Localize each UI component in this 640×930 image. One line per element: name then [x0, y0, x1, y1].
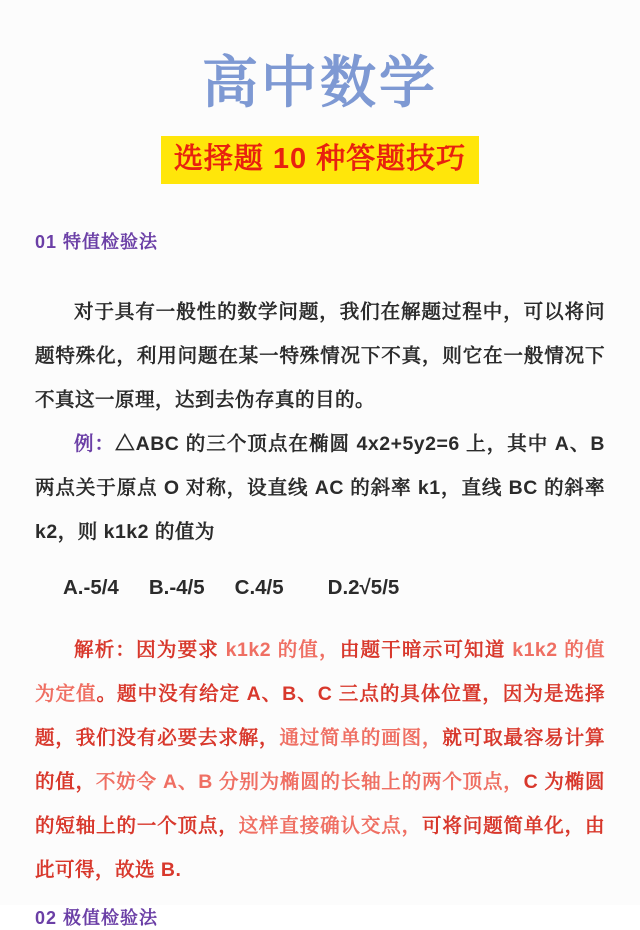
analysis-segment: 就可取最容易计算的值， [35, 726, 605, 793]
subtitle-row [35, 136, 605, 184]
analysis-segment: k1k2 的值为定值 [35, 638, 605, 705]
analysis-segment: 解析： [74, 638, 137, 661]
options-row [35, 576, 605, 600]
analysis-segment: 通过简单的画图， [279, 726, 443, 749]
analysis-segment: 。题中没有给定 A、B、C 三点的具体位置，因为是选择题，我们没有必要去求解， [35, 682, 605, 749]
analysis-segment: 可将问题简单化，由此可得，故选 B. [35, 814, 605, 881]
subtitle-text: 选择题 10 种答题技巧 [173, 142, 467, 175]
section-02-heading: 02 极值检验法 [35, 907, 159, 928]
analysis-segment: 不妨令 A、B 分别为椭圆的长轴上的两个顶点， [95, 770, 524, 793]
analysis-segment: 由题干暗示可知道 [339, 638, 513, 661]
analysis-segment: 这样直接确认交点， [238, 814, 423, 837]
option-c: C.4/5 [234, 575, 284, 599]
example-label: 例： [74, 432, 116, 455]
analysis-segment: C 为椭圆的短轴上的一个顶点， [35, 770, 605, 837]
page-title: 高中数学 [202, 51, 438, 114]
option-b: B.-4/5 [148, 575, 205, 599]
example-paragraph [35, 422, 605, 554]
example-text: △ABC 的三个顶点在椭圆 4x2+5y2=6 上，其中 A、B 两点关于原点 O 对称，设直线 AC 的斜率 k1，直线 BC 的斜率 k2，则 k1k2 的值为 [35, 432, 605, 543]
analysis-paragraph [35, 628, 605, 892]
intro-paragraph: 对于具有一般性的数学问题，我们在解题过程中，可以将问题特殊化，利用问题在某一特殊情况下不真，则它在一般情况下不真这一原理，达到去伪存真的目的。 [35, 300, 605, 411]
option-a: A.-5/4 [63, 575, 119, 599]
analysis-segment: k1k2 的值， [225, 638, 340, 661]
section-01-heading: 01 特值检验法 [35, 231, 159, 252]
option-d: D.2√5/5 [327, 575, 400, 599]
analysis-segment: 因为要求 [136, 638, 226, 661]
subtitle-highlight [161, 136, 479, 184]
